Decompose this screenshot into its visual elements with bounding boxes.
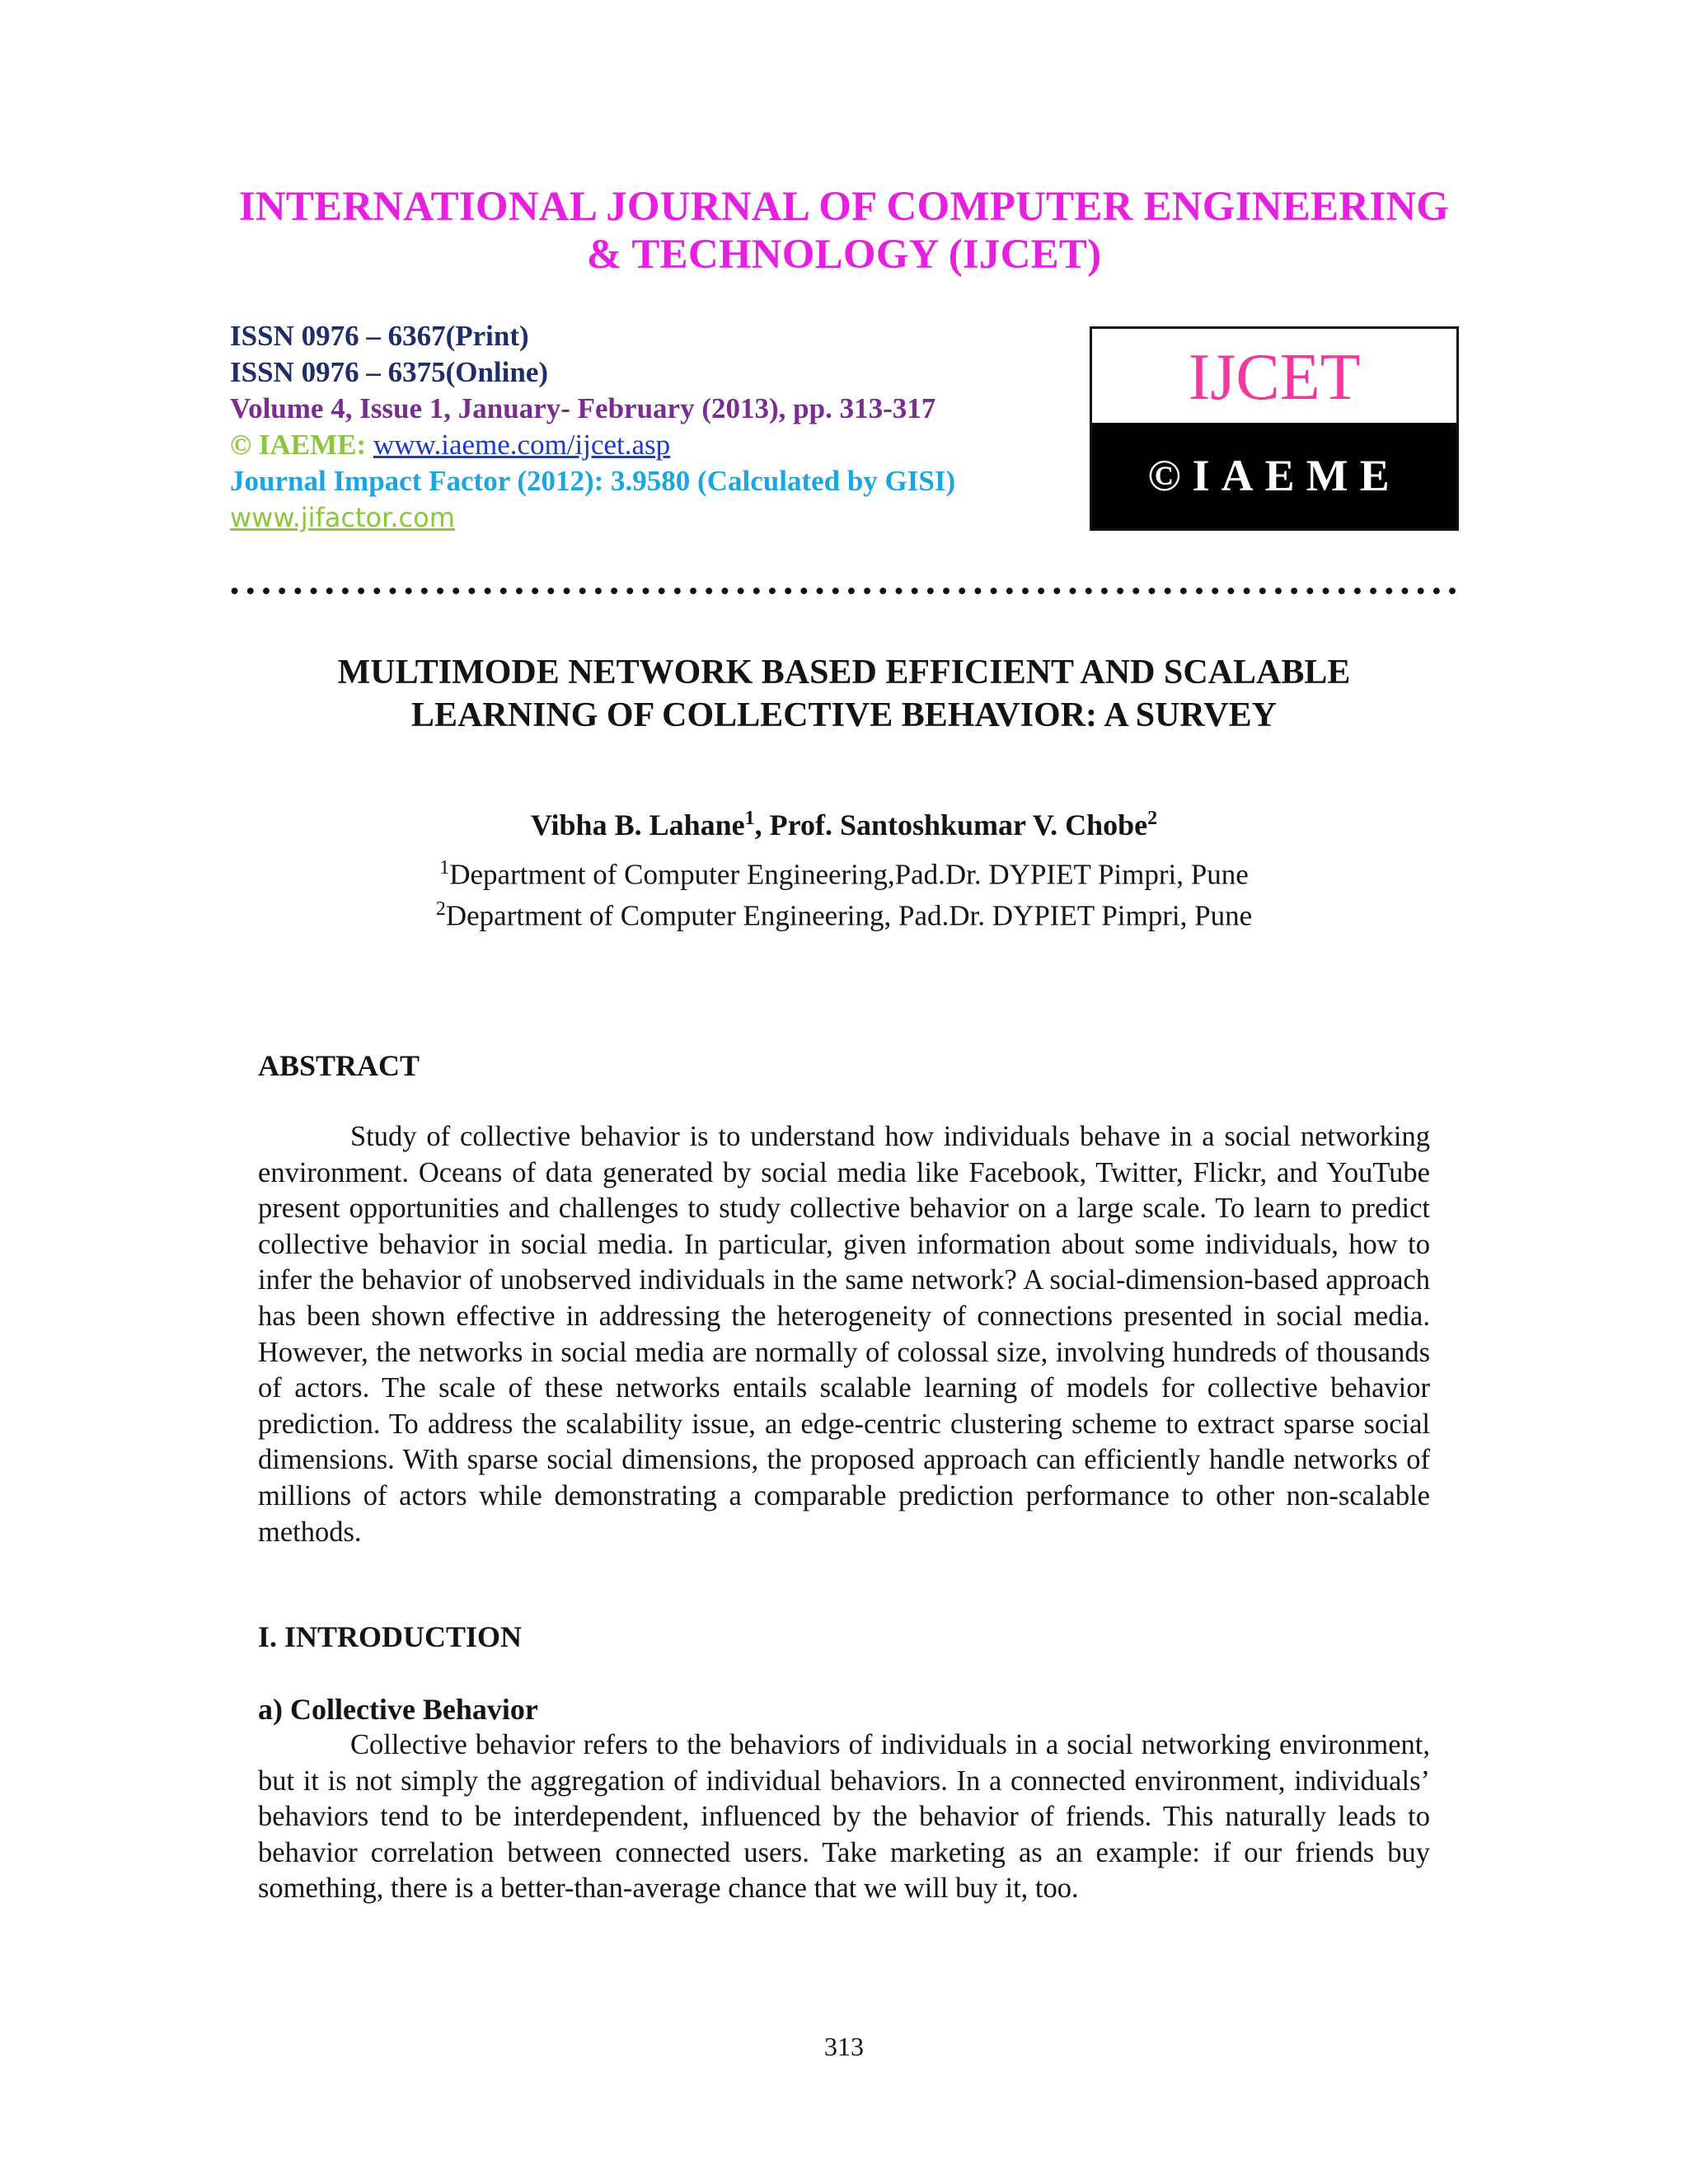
abstract-heading: ABSTRACT: [258, 1049, 420, 1082]
dotted-divider: [227, 587, 1459, 595]
abstract-text: Study of collective behavior is to understand how individuals behave in a social networking environment. Oceans of data generated by social media like Facebook, Twitter, Flickr, and YouTube present opportunities and challenges to study collective behavior on a large scale. To learn to predict collective behavior in social media. In particular, given information about some individuals, how to infer the behavior of unobserved individuals in the same network? A social-dimension-based approach has been shown effective in addressing the heterogeneity of connections presented in social media. However, the networks in social media are normally of colossal size, involving hundreds of thousands of actors. The scale of these networks entails scalable learning of models for collective behavior prediction. To address the scalability issue, an edge-centric clustering scheme to extract sparse social dimensions. With sparse social dimensions, the proposed approach can efficiently handle networks of millions of actors while demonstrating a comparable prediction performance to other non-scalable methods.: [258, 1121, 1430, 1548]
copyright-line: [230, 427, 955, 463]
affiliation-2: [0, 898, 1688, 933]
affiliation-2-sup: 2: [435, 898, 446, 920]
logo-text-ijcet: IJCET: [1188, 340, 1361, 414]
journal-title: [0, 183, 1688, 279]
author-separator: ,: [754, 808, 770, 841]
paper-title-line2: LEARNING OF COLLECTIVE BEHAVIOR: A SURVEY: [411, 696, 1277, 734]
introduction-heading: I. INTRODUCTION: [258, 1620, 523, 1653]
introduction-text: Collective behavior refers to the behaviors of individuals in a social networking environment, but it is not simply the aggregation of individual behaviors. In a connected environment, individuals’ behaviors tend to be interdependent, influenced by the behavior of friends. This naturally leads to behavior correlation between connected users. Take marketing as an example: if our friends buy something, there is a better-than-average chance that we will buy it, too.: [258, 1729, 1430, 1905]
paper-title-line1: MULTIMODE NETWORK BASED EFFICIENT AND SCALABLE: [337, 654, 1351, 691]
jif-line: [230, 499, 955, 536]
journal-website-link[interactable]: www.iaeme.com/ijcet.asp: [373, 429, 671, 461]
collective-behavior-subheading: a) Collective Behavior: [258, 1693, 538, 1726]
author-2-sup: 2: [1147, 808, 1158, 829]
issn-online: ISSN 0976 – 6375(Online): [230, 356, 549, 388]
author-2: Prof. Santoshkumar V. Chobe: [769, 808, 1148, 841]
journal-info-block: [230, 318, 955, 536]
logo-text-iaeme: ©IAEME: [1092, 423, 1456, 528]
impact-factor: Journal Impact Factor (2012): 3.9580 (Calculated by GISI): [230, 465, 956, 497]
affiliation-1-sup: 1: [439, 857, 450, 879]
paper-title: [0, 651, 1688, 737]
volume-info: Volume 4, Issue 1, January- February (2013), pp. 313-317: [230, 392, 936, 424]
authors-line: [0, 808, 1688, 842]
jif-link[interactable]: www.jifactor.com: [230, 502, 455, 533]
author-1-sup: 1: [744, 808, 755, 829]
journal-title-line1: INTERNATIONAL JOURNAL OF COMPUTER ENGINEERING: [238, 184, 1450, 230]
author-1: Vibha B. Lahane: [530, 808, 745, 841]
issn-print: ISSN 0976 – 6367(Print): [230, 320, 529, 352]
ijcet-logo: [1090, 326, 1459, 531]
affiliation-1-text: Department of Computer Engineering,Pad.Dr. DYPIET Pimpri, Pune: [449, 858, 1249, 891]
page-number: 313: [824, 2032, 864, 2061]
affiliation-2-text: Department of Computer Engineering, Pad.Dr. DYPIET Pimpri, Pune: [445, 899, 1253, 932]
journal-title-line2: & TECHNOLOGY (IJCET): [586, 232, 1102, 278]
affiliation-1: [0, 857, 1688, 892]
copyright-prefix: © IAEME:: [230, 429, 373, 461]
